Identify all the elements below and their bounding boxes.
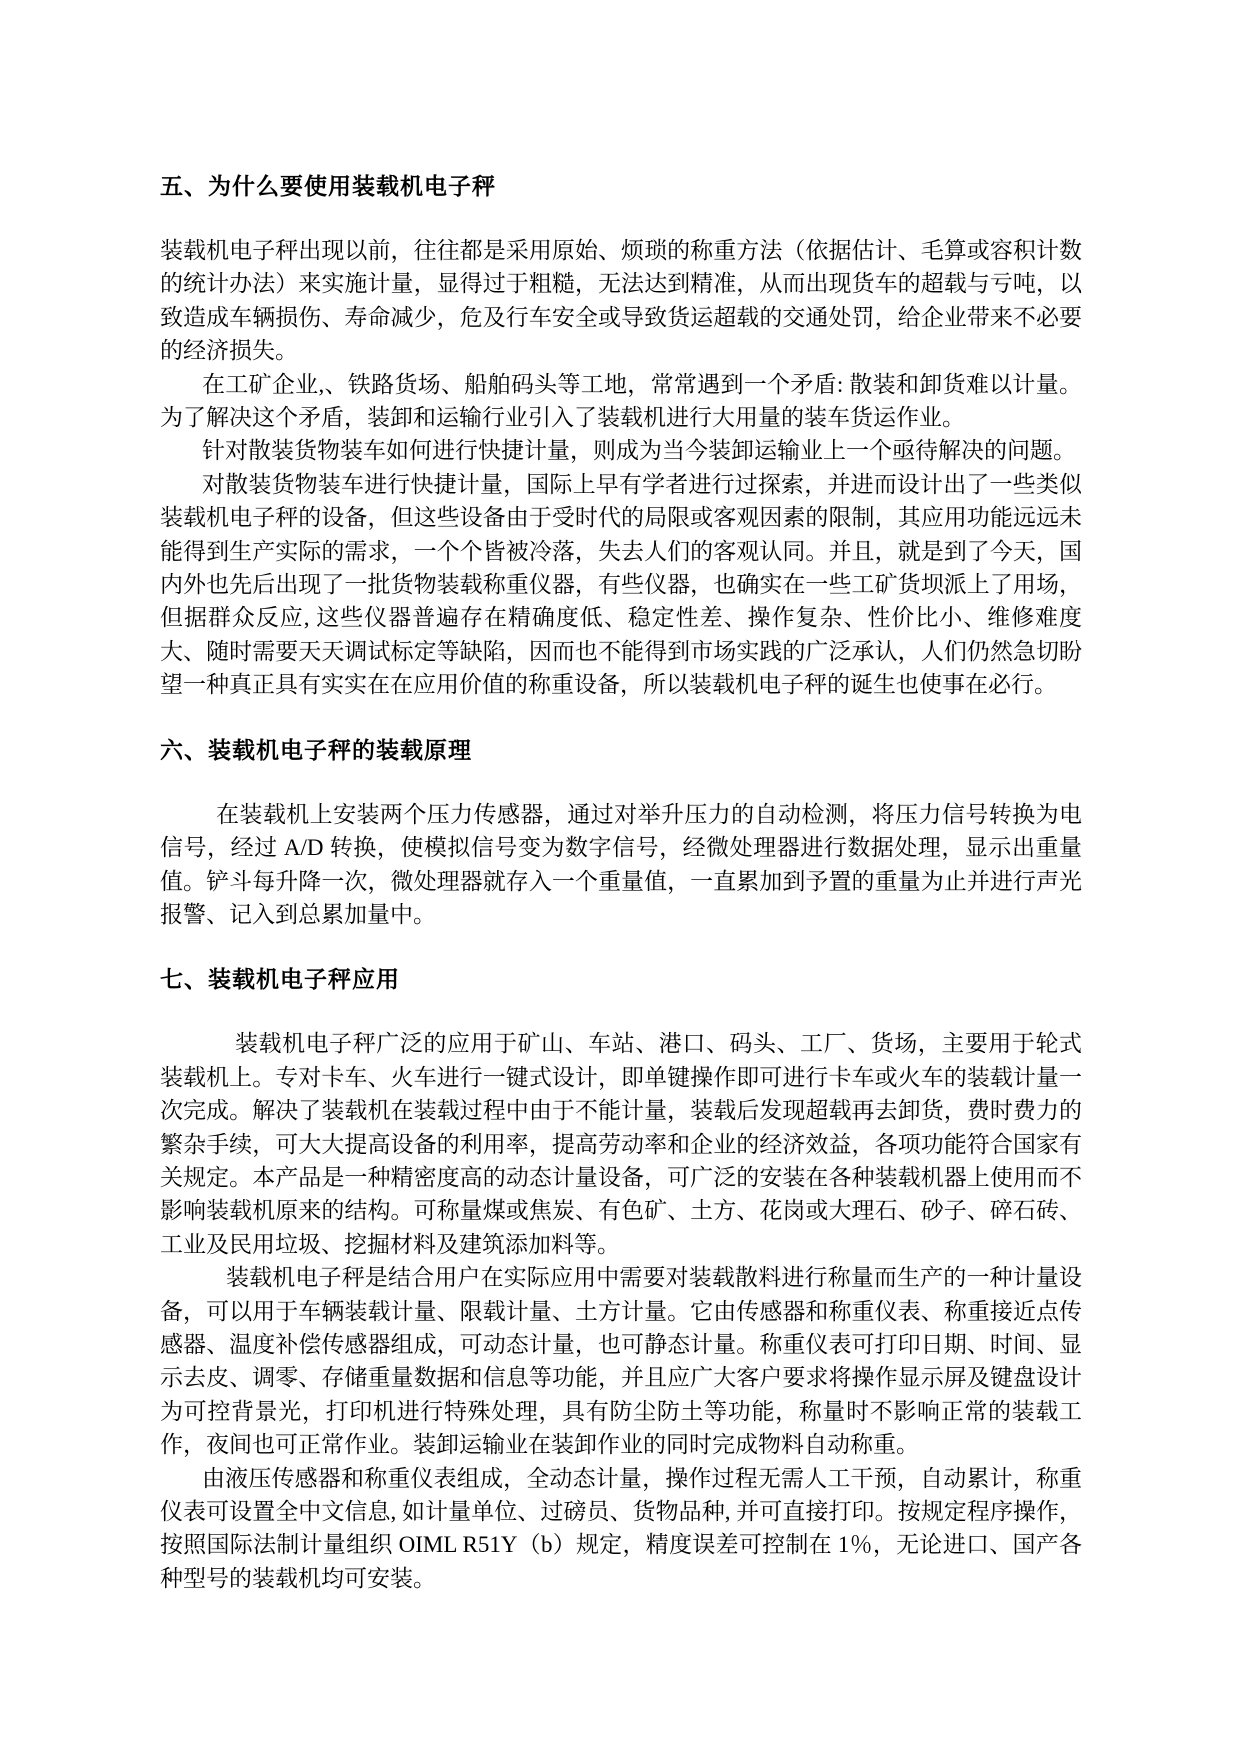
paragraph: 装载机电子秤出现以前，往往都是采用原始、烦琐的称重方法（依据估计、毛算或容积计数的统计办法）来实施计量，显得过于粗糙，无法达到精准，从而出现货车的超载与亏吨，以致造成车辆损伤、寿命减少，危及行车安全或导致货运超载的交通处罚，给企业带来不必要的经济损失。 — [160, 238, 1082, 364]
paragraph: 由液压传感器和称重仪表组成，全动态计量，操作过程无需人工干预，自动累计，称重仪表可设置全中文信息, 如计量单位、过磅员、货物品种, 并可直接打印。按规定程序操作，按照国际法制计量组织 OIML R51Y（b）规定，精度误差可控制在 1％，无论进口、国产各种型号的装载机均可安装。 — [160, 1465, 1082, 1591]
section-heading-7: 七、装载机电子秤应用 — [160, 966, 400, 993]
section-applications — [160, 965, 1082, 1595]
paragraph: 对散装货物装车进行快捷计量，国际上早有学者进行过探索，并进而设计出了一些类似装载机电子秤的设备，但这些设备由于受时代的局限或客观因素的限制，其应用功能远远未能得到生产实际的需求，一个个皆被冷落，失去人们的客观认同。并且，就是到了今天，国内外也先后出现了一批货物装载称重仪器，有些仪器，也确实在一些工矿货坝派上了用场，但据群众反应, 这些仪器普遍存在精确度低、稳定性差、操作复杂、性价比小、维修难度大、随时需要天天调试标定等缺陷，因而也不能得到市场实践的广泛承认，人们仍然急切盼望一种真正具有实实在在应用价值的称重设备，所以装载机电子秤的诞生也使事在必行。 — [160, 471, 1082, 698]
paragraph: 装载机电子秤广泛的应用于矿山、车站、港口、码头、工厂、货场，主要用于轮式装载机上。专对卡车、火车进行一键式设计，即单键操作即可进行卡车或火车的装载计量一次完成。解决了装载机在装载过程中由于不能计量，装载后发现超载再去卸货，费时费力的繁杂手续，可大大提高设备的利用率，提高劳动率和企业的经济效益，各项功能符合国家有关规定。本产品是一种精密度高的动态计量设备，可广泛的安装在各种装载机器上使用而不影响装载机原来的结构。可称量煤或焦炭、有色矿、土方、花岗或大理石、砂子、碎石砖、工业及民用垃圾、挖掘材料及建筑添加料等。 — [160, 1031, 1082, 1257]
paragraph: 针对散装货物装车如何进行快捷计量，则成为当今装卸运输业上一个亟待解决的问题。 — [202, 438, 1076, 464]
paragraph: 装载机电子秤是结合用户在实际应用中需要对装载散料进行称量而生产的一种计量设备，可以用于车辆装载计量、限载计量、土方计量。它由传感器和称重仪表、称重接近点传感器、温度补偿传感器组成，可动态计量，也可静态计量。称重仪表可打印日期、时间、显示去皮、调零、存储重量数据和信息等功能，并且应广大客户要求将操作显示屏及键盘设计为可控背景光，打印机进行特殊处理，具有防尘防土等功能，称量时不影响正常的装载工作，夜间也可正常作业。装卸运输业在装卸作业的同时完成物料自动称重。 — [160, 1265, 1082, 1458]
paragraph: 在装载机上安装两个压力传感器，通过对举升压力的自动检测，将压力信号转换为电信号，经过 A/D 转换，使模拟信号变为数字信号，经微处理器进行数据处理，显示出重量值。铲斗每升降一次，微处理器就存入一个重量值，一直累加到予置的重量为止并进行声光报警、记入到总累加量中。 — [160, 801, 1082, 927]
section-heading-6: 六、装载机电子秤的装载原理 — [160, 736, 472, 763]
section-heading-5: 五、为什么要使用装载机电子秤 — [160, 173, 496, 199]
paragraph: 在工矿企业,、铁路货场、船舶码头等工地，常常遇到一个矛盾: 散装和卸货难以计量。为了解决这个矛盾，装卸和运输行业引入了装载机进行大用量的装车货运作业。 — [160, 371, 1082, 431]
section-loading-principle — [160, 736, 1082, 932]
section-why-use-loader-scale — [160, 172, 1082, 702]
